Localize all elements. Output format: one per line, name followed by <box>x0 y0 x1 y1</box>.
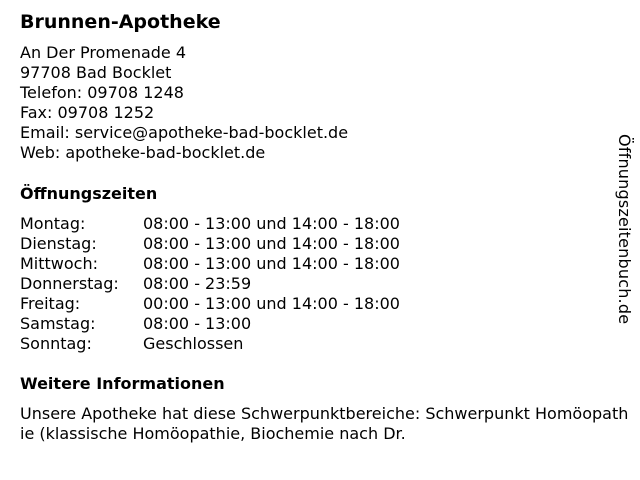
address-city: 97708 Bad Bocklet <box>20 63 172 82</box>
hours-day: Sonntag: <box>20 334 92 353</box>
contact-block <box>20 43 348 163</box>
hours-day: Mittwoch: <box>20 254 98 273</box>
hours-day: Montag: <box>20 214 86 233</box>
fax-number: Fax: 09708 1252 <box>20 103 155 122</box>
hours-day: Freitag: <box>20 294 81 313</box>
hours-time: 00:00 - 13:00 und 14:00 - 18:00 <box>143 294 400 313</box>
hours-time: 08:00 - 13:00 und 14:00 - 18:00 <box>143 234 400 253</box>
hours-time: 08:00 - 13:00 und 14:00 - 18:00 <box>143 214 400 233</box>
hours-time: 08:00 - 13:00 <box>143 314 252 333</box>
brand-side-label: Öffnungszeitenbuch.de <box>615 134 634 325</box>
opening-hours-heading: Öffnungszeiten <box>20 184 158 203</box>
address-street: An Der Promenade 4 <box>20 43 187 62</box>
hours-time: 08:00 - 23:59 <box>143 274 252 293</box>
hours-time: Geschlossen <box>143 334 244 353</box>
further-info-heading: Weitere Informationen <box>20 374 225 393</box>
hours-day: Samstag: <box>20 314 96 333</box>
hours-day: Donnerstag: <box>20 274 119 293</box>
phone-number: Telefon: 09708 1248 <box>20 83 184 102</box>
hours-day: Dienstag: <box>20 234 97 253</box>
further-info-text: Unsere Apotheke hat diese Schwerpunktbereiche: Schwerpunkt Homöopathie (klassische Homöopathie, Biochemie nach Dr. <box>20 404 629 443</box>
website: Web: apotheke-bad-bocklet.de <box>20 143 266 162</box>
pharmacy-name: Brunnen-Apotheke <box>20 11 221 33</box>
email-address: Email: service@apotheke-bad-bocklet.de <box>20 123 349 142</box>
hours-time: 08:00 - 13:00 und 14:00 - 18:00 <box>143 254 400 273</box>
